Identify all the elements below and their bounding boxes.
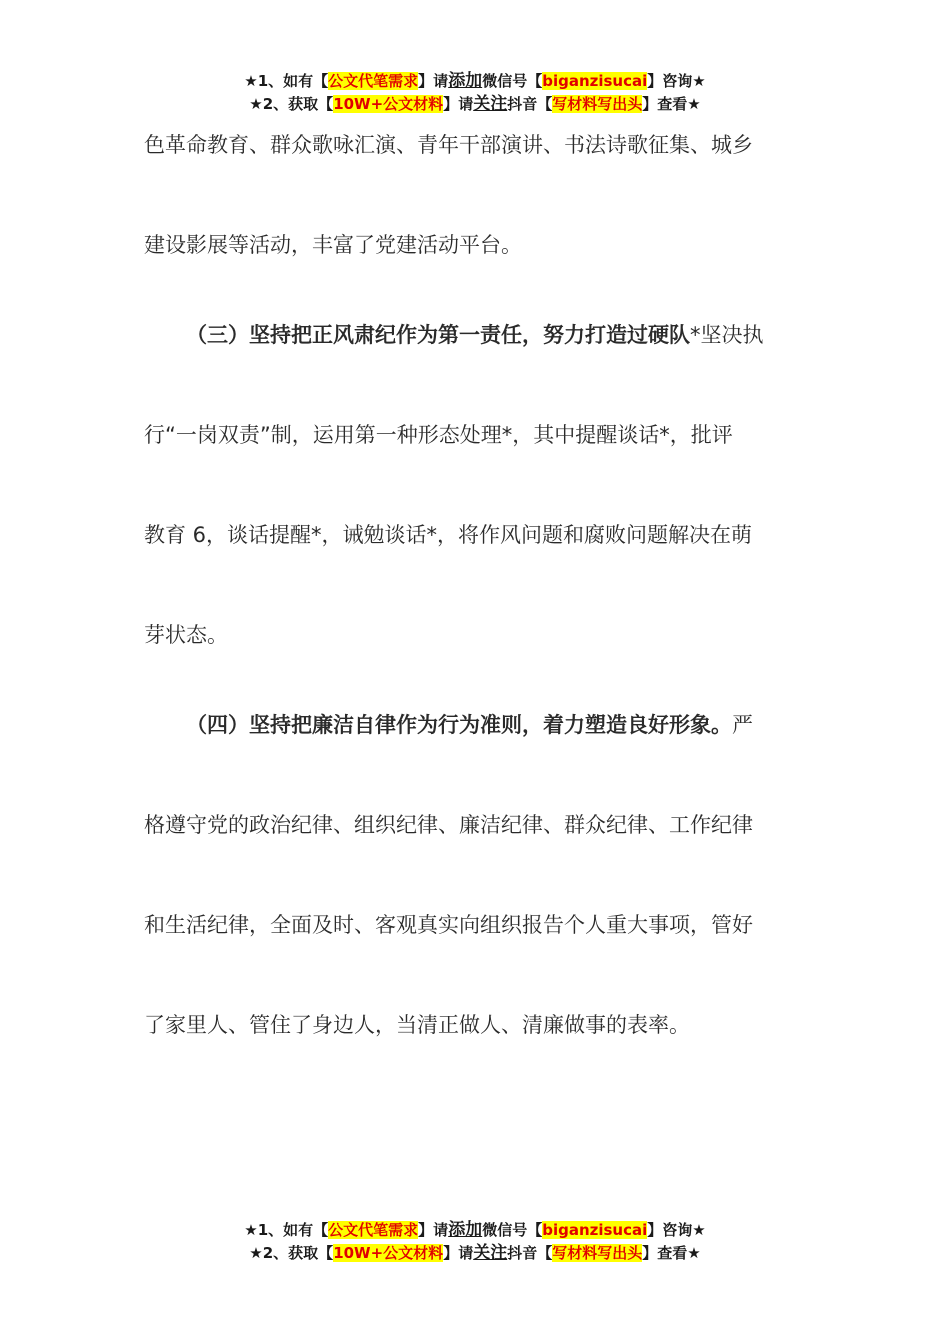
banner-line1-mid2: 微信号【 (482, 72, 543, 90)
banner-line2-highlight-materials: 10W+公文材料 (333, 95, 444, 113)
banner-line2-douyin-account: 写材料写出头 (552, 95, 643, 113)
footer-line1-suffix: 】咨询★ (647, 1221, 706, 1239)
footer-line2-mid2: 抖音【 (507, 1244, 553, 1262)
footer-line1-underline: 添加 (448, 1220, 483, 1240)
banner-line1-suffix: 】咨询★ (647, 72, 706, 90)
footer-banner (0, 1219, 950, 1265)
banner-line-1 (0, 70, 950, 93)
footer-line1-mid1: 】请 (418, 1221, 449, 1239)
banner-line1-wechat-id: biganzisucai (542, 72, 648, 90)
banner-line2-mid1: 】请 (443, 95, 474, 113)
banner-line2-mid2: 抖音【 (507, 95, 553, 113)
section-4-line-rest: 严 (732, 713, 753, 737)
body-line-9: 和生活纪律，全面及时、客观真实向组织报告个人重大事项，管好 (144, 913, 753, 937)
footer-line2-douyin-account: 写材料写出头 (552, 1244, 643, 1262)
footer-line1-prefix: ★1、如有【 (244, 1221, 329, 1239)
footer-line1-mid2: 微信号【 (482, 1221, 543, 1239)
body-line-8: 格遵守党的政治纪律、组织纪律、廉洁纪律、群众纪律、工作纪律 (144, 813, 753, 837)
banner-line1-mid1: 】请 (418, 72, 449, 90)
body-line-1: 色革命教育、群众歌咏汇演、青年干部演讲、书法诗歌征集、城乡 (144, 133, 753, 157)
footer-line-2 (0, 1242, 950, 1265)
footer-line2-prefix: ★2、获取【 (249, 1244, 334, 1262)
body-line-4: 行“一岗双责”制，运用第一种形态处理*，其中提醒谈话*，批评 (144, 423, 733, 447)
footer-line1-highlight-service: 公文代笔需求 (328, 1221, 419, 1239)
banner-line1-highlight-service: 公文代笔需求 (328, 72, 419, 90)
banner-line2-prefix: ★2、获取【 (249, 95, 334, 113)
footer-line-1 (0, 1219, 950, 1242)
section-4-heading-line (144, 710, 808, 740)
body-line-2: 建设影展等活动，丰富了党建活动平台。 (144, 233, 522, 257)
footer-line2-highlight-materials: 10W+公文材料 (333, 1244, 444, 1262)
footer-line2-suffix: 】查看★ (642, 1244, 701, 1262)
body-line-6: 芽状态。 (144, 623, 228, 647)
footer-line1-wechat-id: biganzisucai (542, 1221, 648, 1239)
banner-line1-prefix: ★1、如有【 (244, 72, 329, 90)
header-banner (0, 70, 950, 116)
section-3-line-rest: *坚决执 (690, 323, 764, 347)
banner-line-2 (0, 93, 950, 116)
banner-line2-suffix: 】查看★ (642, 95, 701, 113)
footer-line2-mid1: 】请 (443, 1244, 474, 1262)
section-3-heading: （三）坚持把正风肃纪作为第一责任，努力打造过硬队 (186, 323, 690, 347)
section-4-heading: （四）坚持把廉洁自律作为行为准则，着力塑造良好形象。 (186, 713, 732, 737)
banner-line2-underline: 关注 (473, 94, 508, 114)
banner-line1-underline: 添加 (448, 71, 483, 91)
section-3-heading-line (144, 320, 808, 350)
body-line-10: 了家里人、管住了身边人，当清正做人、清廉做事的表率。 (144, 1013, 690, 1037)
footer-line2-underline: 关注 (473, 1243, 508, 1263)
body-line-5: 教育 6，谈话提醒*，诫勉谈话*，将作风问题和腐败问题解决在萌 (144, 523, 753, 547)
